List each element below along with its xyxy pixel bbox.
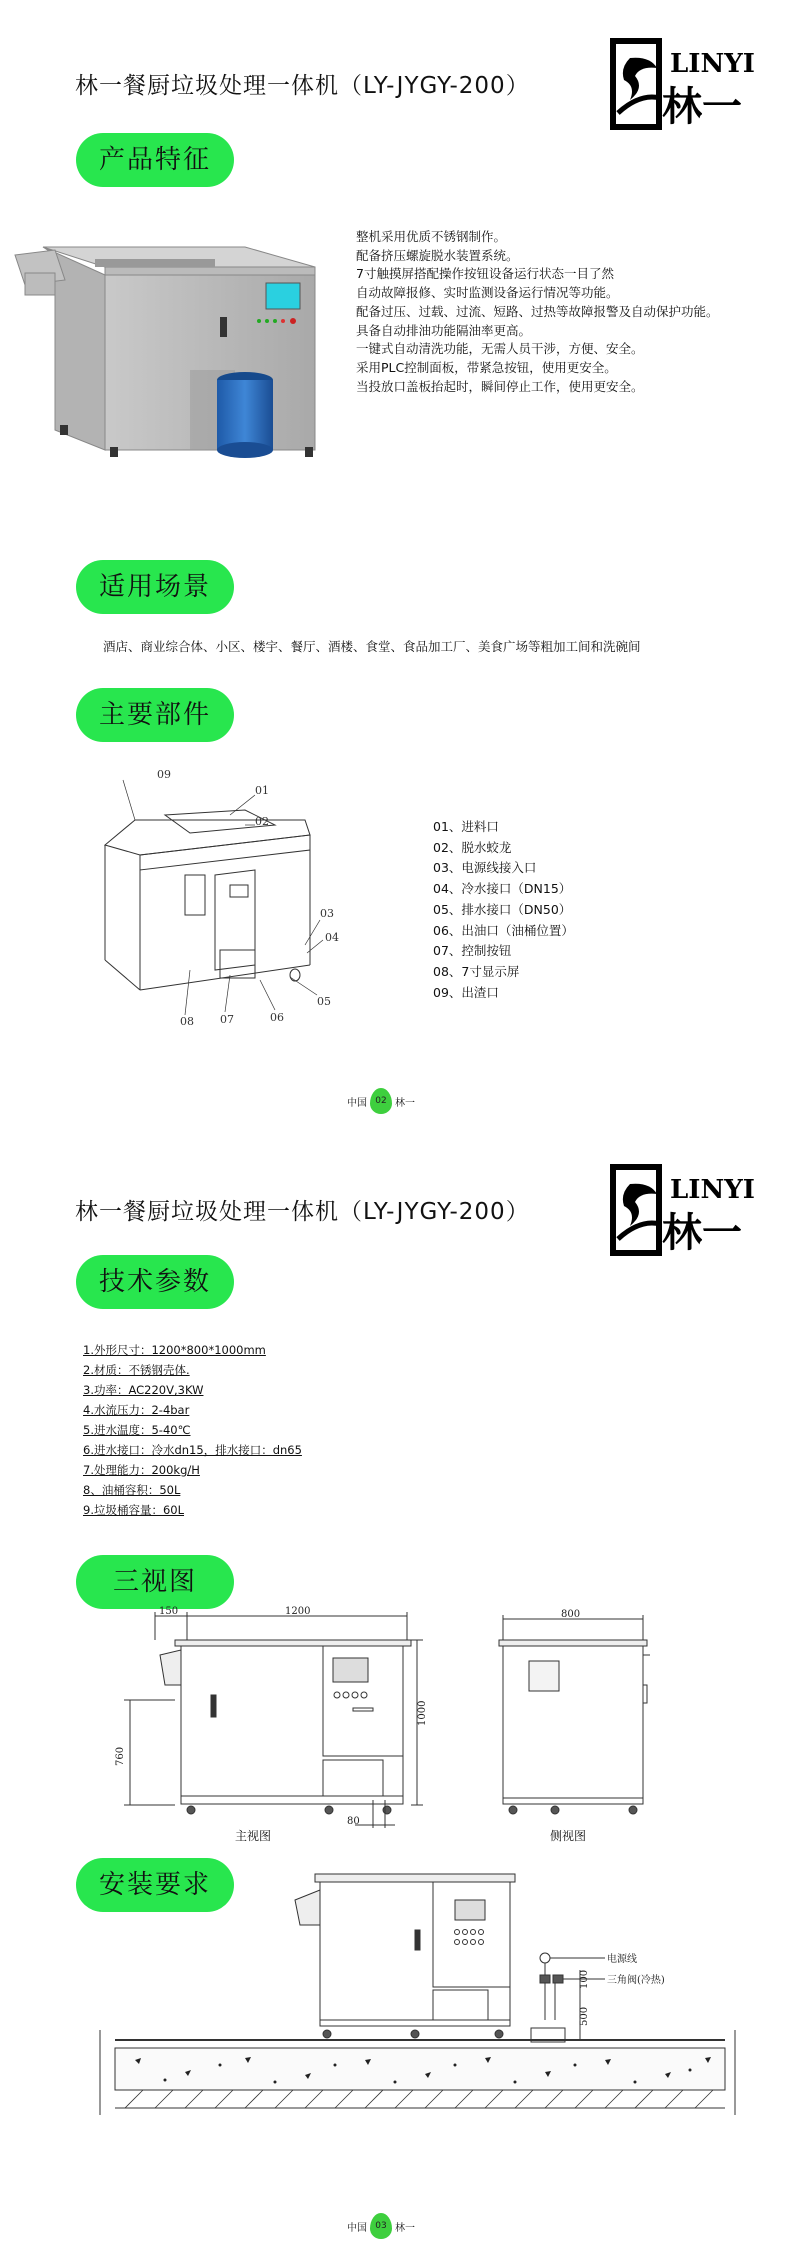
page-title: 林一餐厨垃圾处理一体机（LY-JYGY-200） xyxy=(75,1199,530,1225)
linyi-logo xyxy=(610,38,760,138)
dim-top-main: 1200 xyxy=(285,1606,311,1617)
page-footer: 中国 02 林一 xyxy=(347,1088,415,1114)
feature-item: 当投放口盖板抬起时，瞬间停止工作，使用更安全。 xyxy=(356,378,644,394)
dim-top-left: 150 xyxy=(159,1606,179,1617)
dim-height-total: 1000 xyxy=(417,1700,428,1726)
part-item: 09、出渣口 xyxy=(433,984,499,1000)
section-scenes-badge: 适用场景 xyxy=(76,560,234,614)
leaf-icon: 03 xyxy=(370,2213,392,2239)
feature-item: 采用PLC控制面板，带紧急按钮，使用更安全。 xyxy=(356,359,617,375)
callout-09: 09 xyxy=(157,768,171,781)
part-item: 03、电源线接入口 xyxy=(433,860,537,876)
install-drawing xyxy=(95,1860,755,2134)
side-view-drawing xyxy=(495,1609,655,1819)
section-install-badge: 安装要求 xyxy=(76,1858,234,1912)
dim-upper: 100 xyxy=(579,1969,590,1989)
part-item: 05、排水接口（DN50） xyxy=(433,901,572,917)
logo-text: LINYI xyxy=(670,1175,755,1205)
parts-list xyxy=(433,817,574,1003)
features-list xyxy=(356,228,719,396)
leaf-icon: 02 xyxy=(370,1088,392,1114)
part-item: 01、进料口 xyxy=(433,819,499,834)
part-item: 08、7寸显示屏 xyxy=(433,963,520,979)
dim-bottom: 80 xyxy=(347,1816,360,1827)
parts-drawing xyxy=(95,765,355,1049)
callout-05: 05 xyxy=(317,995,331,1008)
feature-item: 配备挤压螺旋脱水装置系统。 xyxy=(356,247,519,263)
spec-item: 1.外形尺寸：1200*800*1000mm xyxy=(83,1343,266,1357)
logo-text: LINYI xyxy=(670,49,755,79)
callout-06: 06 xyxy=(270,1011,284,1024)
spec-item: 4.水流压力：2-4bar xyxy=(83,1403,190,1417)
product-image xyxy=(15,225,345,489)
section-parts-badge: 主要部件 xyxy=(76,688,234,742)
caption-front-view: 主视图 xyxy=(235,1829,272,1843)
part-item: 04、冷水接口（DN15） xyxy=(433,881,572,897)
callout-08: 08 xyxy=(180,1015,194,1028)
scenes-text: 酒店、商业综合体、小区、楼宇、餐厅、酒楼、食堂、食品加工厂、美食广场等粗加工间和洗碗间 xyxy=(103,639,641,654)
label-valve: 三角阀(冷热) xyxy=(607,1975,665,1986)
dim-side-width: 800 xyxy=(561,1609,581,1620)
spec-item: 7.处理能力：200kg/H xyxy=(83,1463,200,1477)
front-view-drawing xyxy=(115,1606,435,1834)
spec-item: 2.材质：不锈钢壳体. xyxy=(83,1363,190,1377)
label-power: 电源线 xyxy=(607,1954,637,1965)
dim-lower: 500 xyxy=(579,2006,590,2026)
part-item: 06、出油口（油桶位置） xyxy=(433,922,574,938)
caption-side-view: 侧视图 xyxy=(550,1829,587,1843)
spec-item: 5.进水温度：5-40℃ xyxy=(83,1423,191,1437)
page-title: 林一餐厨垃圾处理一体机（LY-JYGY-200） xyxy=(75,73,530,99)
part-item: 02、脱水蛟龙 xyxy=(433,839,512,855)
feature-item: 配备过压、过载、过流、短路、过热等故障报警及自动保护功能。 xyxy=(356,303,719,319)
spec-item: 6.进水接口：冷水dn15，排水接口：dn65 xyxy=(83,1443,302,1457)
section-specs-badge: 技术参数 xyxy=(76,1255,234,1309)
spec-item: 9.垃圾桶容量：60L xyxy=(83,1503,185,1517)
feature-item: 整机采用优质不锈钢制作。 xyxy=(356,229,507,244)
section-views-badge: 三视图 xyxy=(76,1555,234,1609)
spec-item: 8、油桶容积：50L xyxy=(83,1483,181,1497)
feature-item: 7寸触摸屏搭配操作按钮设备运行状态一目了然 xyxy=(356,266,614,282)
specs-list xyxy=(83,1340,302,1520)
feature-item: 自动故障报修、实时监测设备运行情况等功能。 xyxy=(356,285,619,301)
feature-item: 具备自动排油功能隔油率更高。 xyxy=(356,322,532,338)
dim-height-lower: 760 xyxy=(115,1746,126,1766)
feature-item: 一键式自动清洗功能，无需人员干涉，方便、安全。 xyxy=(356,341,644,357)
spec-item: 3.功率：AC220V,3KW xyxy=(83,1383,204,1397)
linyi-logo xyxy=(610,1164,760,1264)
callout-03: 03 xyxy=(320,907,334,920)
callout-02: 02 xyxy=(255,815,269,828)
callout-04: 04 xyxy=(325,931,339,944)
callout-07: 07 xyxy=(220,1013,234,1026)
part-item: 07、控制按钮 xyxy=(433,943,512,959)
logo-chinese: 林一 xyxy=(662,83,742,130)
callout-01: 01 xyxy=(255,784,269,797)
logo-chinese: 林一 xyxy=(662,1209,742,1256)
section-features-badge: 产品特征 xyxy=(76,133,234,187)
page-footer: 中国 03 林一 xyxy=(347,2213,415,2239)
